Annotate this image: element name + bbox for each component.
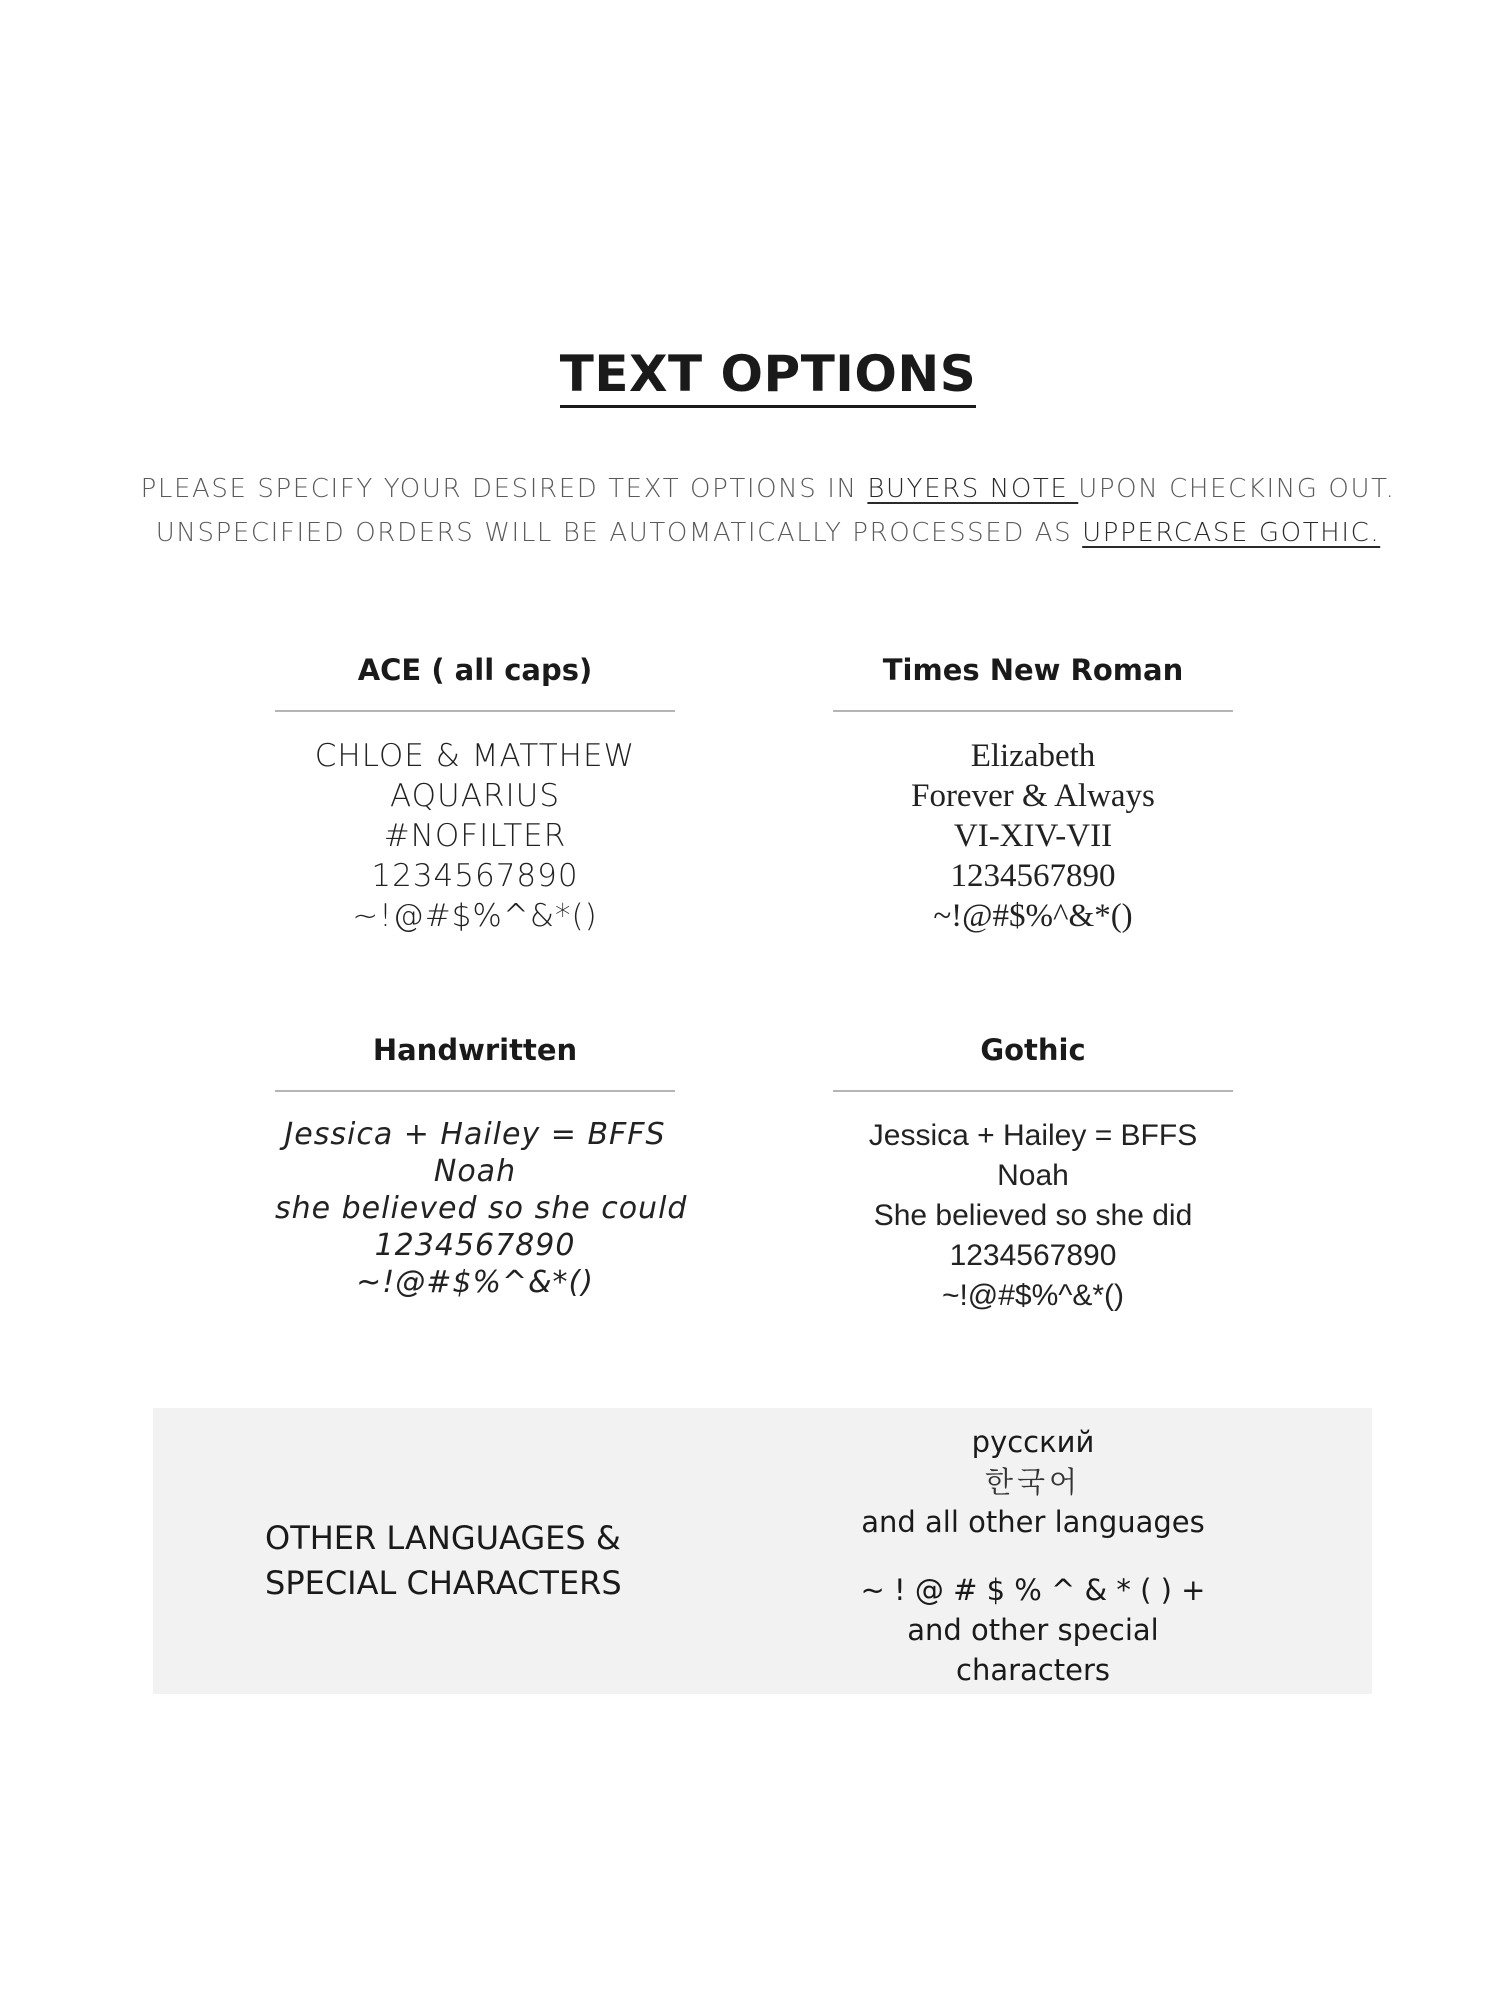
font-card-times-new-roman bbox=[833, 650, 1233, 936]
buyers-note-link: BUYERS NOTE bbox=[867, 474, 1079, 504]
font-samples bbox=[833, 1092, 1233, 1316]
intro-line-2 bbox=[0, 511, 1500, 555]
sample-line: she believed so she could bbox=[275, 1191, 688, 1226]
sample-line: ~!@#$%^&*() bbox=[933, 898, 1133, 934]
font-samples bbox=[275, 712, 675, 936]
sample-line: ~!@#$%^&*() bbox=[941, 1279, 1125, 1312]
sample-line: Noah bbox=[997, 1159, 1069, 1192]
font-card-heading: ACE ( all caps) bbox=[275, 650, 675, 712]
intro-line-1-end: UPON CHECKING OUT. bbox=[1078, 474, 1396, 504]
intro-line-2-start: UNSPECIFIED ORDERS WILL BE AUTOMATICALLY PROCESSED AS bbox=[155, 518, 1083, 548]
font-samples bbox=[833, 712, 1233, 936]
languages-note: and all other languages bbox=[861, 1505, 1205, 1539]
russian-sample: русский bbox=[971, 1425, 1095, 1459]
sample-line: Jessica + Hailey = BFFS bbox=[284, 1117, 666, 1152]
uppercase-gothic-link: UPPERCASE GOTHIC. bbox=[1082, 518, 1381, 548]
sample-line: ~!@#$%^&*() bbox=[352, 898, 598, 934]
sample-line: Jessica + Hailey = BFFS bbox=[868, 1119, 1198, 1152]
other-languages-label bbox=[265, 1516, 622, 1606]
sample-line: 1234567890 bbox=[374, 1228, 576, 1263]
sample-line: Noah bbox=[433, 1154, 517, 1189]
sample-line: #NOFILTER bbox=[383, 818, 567, 854]
sample-line: She believed so she did bbox=[873, 1199, 1193, 1232]
sample-line: CHLOE & MATTHEW bbox=[314, 738, 636, 774]
font-card-gothic bbox=[833, 1030, 1233, 1316]
font-card-heading: Times New Roman bbox=[833, 650, 1233, 712]
sample-line: Elizabeth bbox=[970, 738, 1096, 774]
font-card-handwritten bbox=[275, 1030, 688, 1301]
page-title-text: TEXT OPTIONS bbox=[560, 345, 977, 408]
spacer bbox=[833, 1542, 1233, 1570]
sample-line: ~!@#$%^&*() bbox=[356, 1265, 594, 1300]
other-languages-label-line-2: SPECIAL CHARACTERS bbox=[265, 1564, 622, 1602]
font-card-heading: Handwritten bbox=[275, 1030, 675, 1092]
sample-line: VI-XIV-VII bbox=[953, 818, 1113, 854]
intro-line-1 bbox=[0, 467, 1500, 511]
special-characters-sample: ~ ! @ # $ % ^ & * ( ) + bbox=[860, 1573, 1206, 1607]
font-samples bbox=[275, 1092, 688, 1301]
font-card-heading: Gothic bbox=[833, 1030, 1233, 1092]
sample-line: AQUARIUS bbox=[389, 778, 560, 814]
sample-line: 1234567890 bbox=[949, 1239, 1117, 1272]
sample-line: 1234567890 bbox=[950, 858, 1116, 894]
sample-line: Forever & Always bbox=[911, 778, 1155, 814]
intro-text bbox=[0, 467, 1500, 555]
font-card-ace bbox=[275, 650, 675, 936]
special-characters-note: and other special characters bbox=[907, 1613, 1159, 1687]
intro-line-1-start: PLEASE SPECIFY YOUR DESIRED TEXT OPTIONS IN bbox=[140, 474, 868, 504]
other-languages-panel bbox=[153, 1408, 1372, 1694]
korean-sample: 한국어 bbox=[984, 1465, 1082, 1499]
other-languages-label-line-1: OTHER LANGUAGES & bbox=[265, 1519, 621, 1557]
page-title bbox=[0, 344, 1500, 404]
other-languages-examples bbox=[833, 1422, 1233, 1690]
sample-line: 1234567890 bbox=[371, 858, 579, 894]
